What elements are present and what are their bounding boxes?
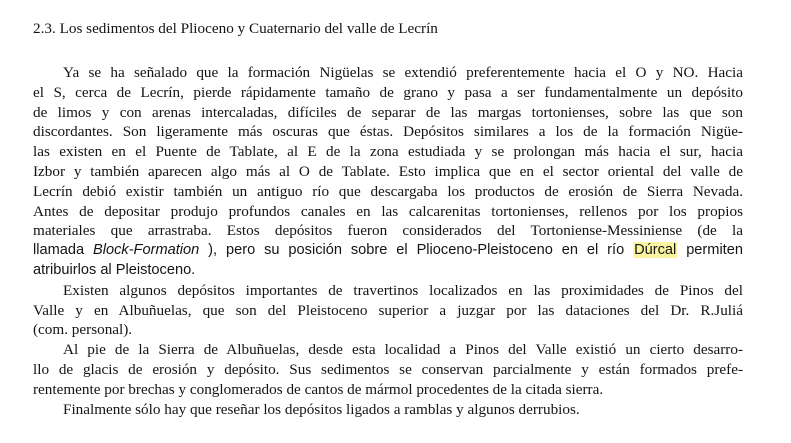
paragraph-1-line-4: discordantes. Son ligeramente más oscuras que éstas. Depósitos similares a los de la formación Nigüe- (33, 123, 743, 141)
block-formation-term: Block-Formation (93, 242, 200, 259)
paragraph-2-line-3: (com. personal). (33, 321, 133, 339)
line-10-prefix: llamada (33, 242, 94, 259)
paragraph-1-line-8: Antes de depositar produjo profundos canales en las calcarenitas tortonienses, rellenos por los propios (33, 202, 743, 220)
paragraph-1-line-3: de limos y con arenas intercaladas, difíciles de separar de las margas tortonienses, sobre las que son (33, 103, 743, 121)
paragraph-3-line-1: Al pie de la Sierra de Albuñuelas, desde esta localidad a Pinos del Valle existió un cierto desarro- (63, 341, 743, 359)
section-heading: 2.3. Los sedimentos del Plioceno y Cuaternario del valle de Lecrín (33, 20, 438, 37)
document-body (33, 63, 743, 419)
paragraph-1-line-9: materiales que arrastraba. Estos depósitos fueron considerados del Tortoniense-Messiniense (de la (33, 222, 743, 240)
paragraph-1-line-7: Lecrín debió existir también un antiguo río que descargaba los productos de erosión de Sierra Nevada. (33, 182, 743, 200)
paragraph-1-line-2: el S, cerca de Lecrín, pierde rápidamente tamaño de grano y pasa a ser fundamentalmente un depósito (33, 83, 743, 101)
paragraph-1-line-10 (33, 241, 743, 261)
paragraph-1-line-5: las existen en el Puente de Tablate, al E de la zona estudiada y se prolongan más hacia el sur, hacia (33, 143, 743, 161)
paragraph-4-line-1: Finalmente sólo hay que reseñar los depósitos ligados a ramblas y algunos derrubios. (63, 400, 580, 418)
paragraph-1-line-11: atribuirlos al Pleistoceno. (33, 261, 196, 278)
highlighted-term-durcal: Dúrcal (634, 242, 677, 259)
paragraph-1-line-6: Izbor y también aparecen algo más al O de Tablate. Esto implica que en el sector oriental del valle de (33, 162, 743, 180)
paragraph-3-line-2: llo de glacis de erosión y depósito. Sus sedimentos se conservan parcialmente y están formados prefe- (33, 360, 743, 378)
line-10-suffix: permiten (677, 242, 743, 259)
paragraph-3-line-3: rentemente por brechas y conglomerados de cantos de mármol procedentes de la citada sierra. (33, 380, 604, 398)
line-10-middle: ), pero su posición sobre el Plioceno-Pleistoceno en el río (199, 242, 634, 259)
paragraph-2-line-1: Existen algunos depósitos importantes de travertinos localizados en las proximidades de Pinos del (63, 281, 743, 299)
paragraph-2-line-2: Valle y en Albuñuelas, que son del Pleistoceno superior a juzgar por las dataciones del Dr. R.Juliá (33, 301, 743, 319)
paragraph-1-line-1: Ya se ha señalado que la formación Nigüelas se extendió preferentemente hacia el O y NO. Hacia (63, 64, 743, 81)
